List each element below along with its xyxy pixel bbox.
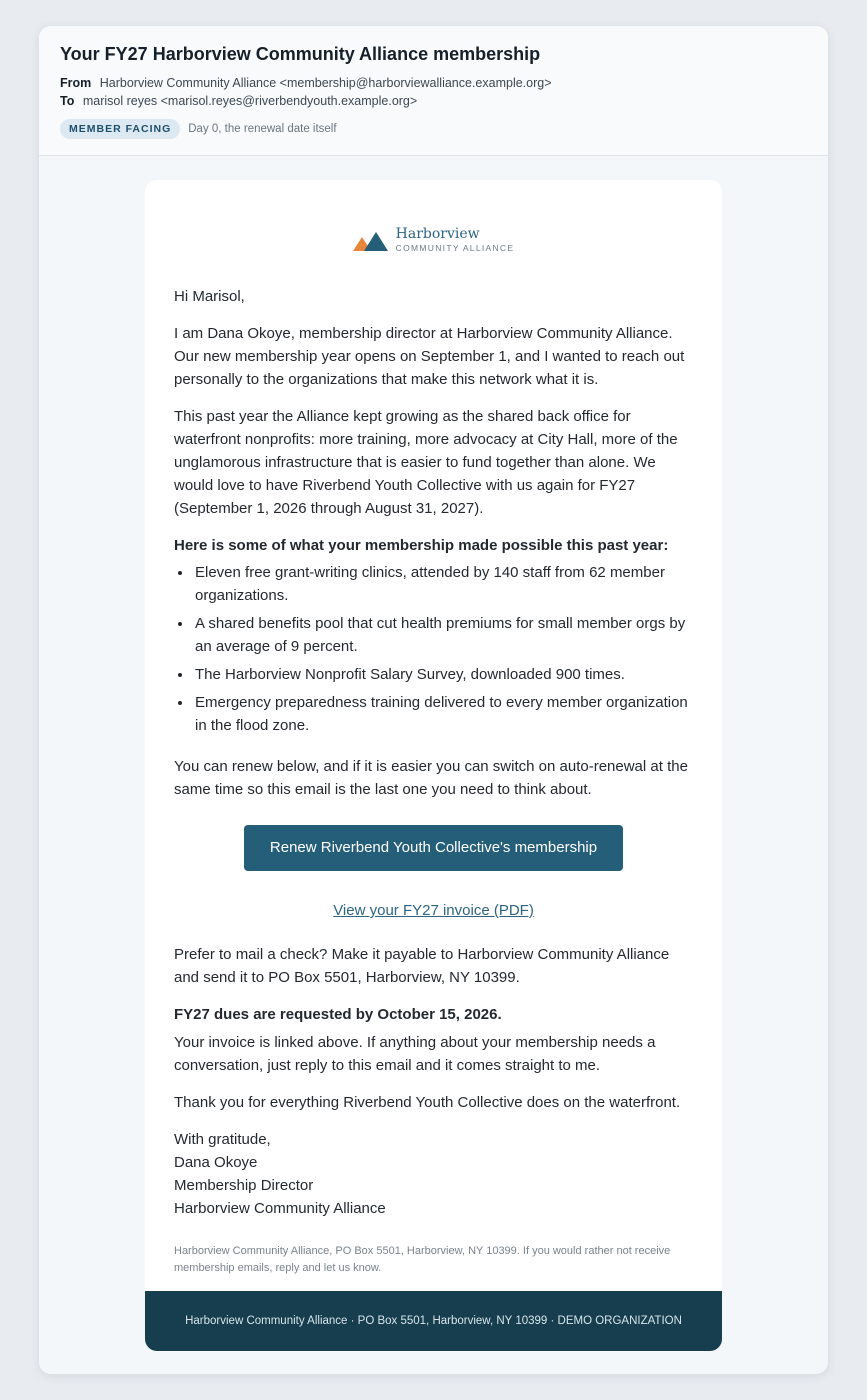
list-item: • A shared benefits pool that cut health premiums for small member orgs by an average of 9 percent. [193,612,693,658]
intro-paragraph: I am Dana Okoye, membership director at Harborview Community Alliance. Our new membership year opens on September 1, and I wanted to reach out personally to the organizations that make this network what it is. [174,325,685,388]
email-footer: Harborview Community Alliance · PO Box 5501, Harborview, NY 10399 · DEMO ORGANIZATION [145,1291,722,1351]
email-window [39,26,828,1374]
signer-name: Dana Okoye [174,1154,258,1171]
fine-print: Harborview Community Alliance, PO Box 5501, Harborview, NY 10399. If you would rather not receive membership emails, reply and let us know. [174,1245,671,1274]
signer-title: Membership Director [174,1177,314,1194]
renew-note: You can renew below, and if it is easier you can switch on auto-renewal at the same time so this email is the last one you need to think about. [174,758,688,798]
logo-text [396,226,515,254]
from-row [60,74,807,92]
signer-org: Harborview Community Alliance [174,1200,386,1217]
thanks-line: Thank you for everything Riverbend Youth Collective does on the waterfront. [174,1094,681,1111]
invoice-link-wrap [174,899,693,922]
mountain-logo-icon [353,229,389,251]
renew-membership-button[interactable]: Renew Riverbend Youth Collective's membership [244,825,623,871]
highlights-title: Here is some of what your membership made possible this past year: [174,537,669,554]
dues-deadline: FY27 dues are requested by October 15, 2026. [174,1006,502,1023]
from-label: From [60,76,92,90]
member-facing-badge: MEMBER FACING [60,119,180,139]
to-address[interactable]: marisol reyes <marisol.reyes@riverbendyouth.example.org> [82,94,418,108]
list-item: • Emergency preparedness training delivered to every member organization in the flood zone. [193,691,693,737]
greeting: Hi Marisol, [174,288,245,305]
check-note: Prefer to mail a check? Make it payable to Harborview Community Alliance and send it to PO Box 5501, Harborview, NY 10399. [174,946,670,986]
badge-note: Day 0, the renewal date itself [188,123,337,135]
dues-note: Your invoice is linked above. If anything about your membership needs a conversation, just reply to this email and it comes straight to me. [174,1034,656,1074]
renew-button-wrap [174,825,693,871]
highlights-list [193,561,693,737]
signature-block [174,1128,693,1220]
email-body [145,210,722,1277]
harborview-logo [174,210,693,270]
message-content [174,285,693,1277]
to-row [60,92,807,110]
to-label: To [60,94,75,108]
from-address[interactable]: Harborview Community Alliance <membership@harborviewalliance.example.org> [99,76,552,90]
list-item: • Eleven free grant-writing clinics, attended by 140 staff from 62 member organizations. [193,561,693,607]
email-header [39,26,828,156]
tag-row [60,119,807,139]
list-item: • The Harborview Nonprofit Salary Survey, downloaded 900 times. [193,663,693,686]
growth-paragraph: This past year the Alliance kept growing as the shared back office for waterfront nonprofits: more training, more advocacy at City Hall, more of the unglamorous infrastructure that is easier to fund together than alone. We would love to have Riverbend Youth Collective with us again for FY27 (September 1, 2026 through August 31, 2027). [174,408,678,517]
invoice-pdf-link[interactable]: View your FY27 invoice (PDF) [333,902,534,919]
signoff-line: With gratitude, [174,1131,271,1148]
email-card [145,180,722,1351]
logo-tagline: COMMUNITY ALLIANCE [395,243,515,253]
email-subject: Your FY27 Harborview Community Alliance membership [60,44,541,64]
logo-name: Harborview [395,226,480,242]
